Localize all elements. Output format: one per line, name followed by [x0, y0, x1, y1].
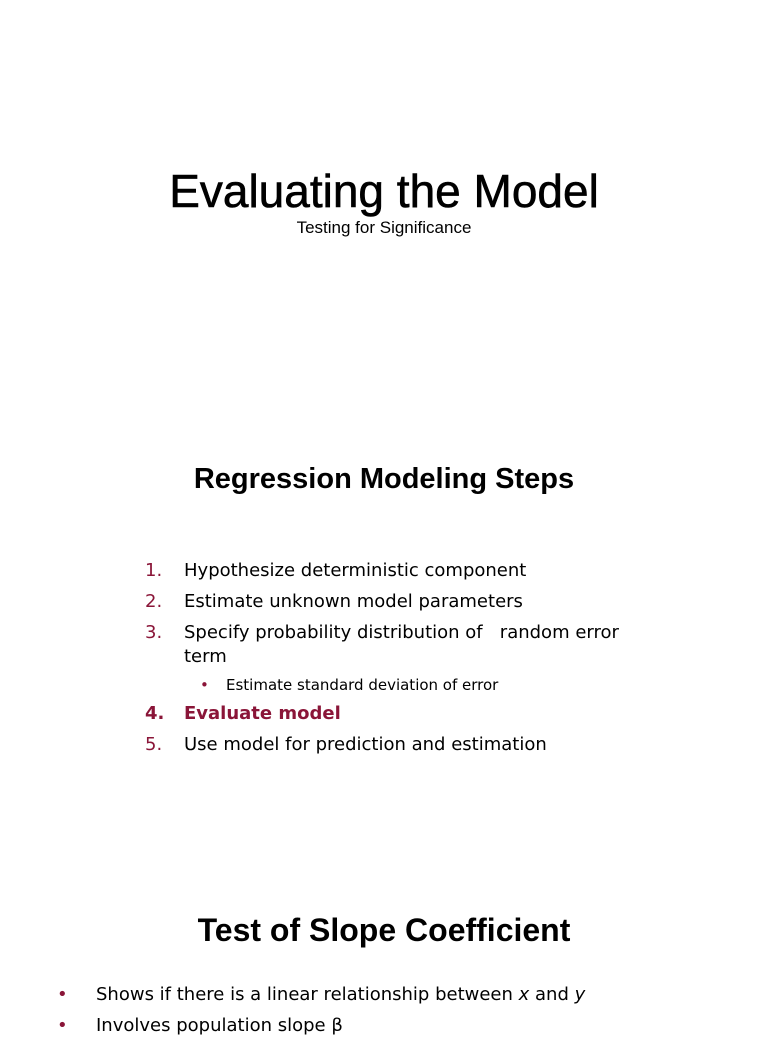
- step-item-2: [145, 590, 645, 614]
- slide-subtitle: Testing for Significance: [296, 218, 472, 237]
- step-text: Use model for prediction and estimation: [184, 734, 547, 755]
- step-text: Hypothesize deterministic component: [184, 560, 527, 581]
- bullet-item-2: [57, 1014, 757, 1038]
- step-item-5: [145, 733, 645, 757]
- sub-bullet-text: Estimate standard deviation of error: [226, 676, 499, 694]
- step-number: 2.: [145, 591, 163, 612]
- bullet-text-part: Shows if there is a linear relationship between: [96, 984, 519, 1005]
- step-text: Evaluate model: [184, 703, 341, 724]
- bullet-marker: •: [57, 1015, 68, 1036]
- variable-y: y: [574, 984, 586, 1005]
- step-item-3: [145, 621, 645, 669]
- step-number: 3.: [145, 622, 163, 643]
- bullet-item-1: [57, 983, 757, 1007]
- step-number: 1.: [145, 560, 163, 581]
- sub-bullet-item: [200, 675, 498, 695]
- step-number: 5.: [145, 734, 163, 755]
- slide-title-slope-test: Test of Slope Coefficient: [197, 912, 571, 948]
- step-item-4: [145, 702, 645, 726]
- bullet-text: [96, 983, 757, 1007]
- slide-title-evaluating-model: Evaluating the Model: [169, 165, 599, 217]
- step-text: Estimate unknown model parameters: [184, 591, 523, 612]
- step-number: 4.: [145, 703, 165, 724]
- slide-title-regression-steps: Regression Modeling Steps: [193, 463, 575, 495]
- step-text: Specify probability distribution of random error term: [184, 622, 625, 667]
- variable-x: x: [518, 984, 530, 1005]
- bullet-marker: •: [200, 676, 209, 694]
- bullet-text-part: and: [529, 984, 575, 1005]
- bullet-marker: •: [57, 984, 68, 1005]
- step-item-1: [145, 559, 645, 583]
- bullet-text: Involves population slope β: [96, 1015, 343, 1036]
